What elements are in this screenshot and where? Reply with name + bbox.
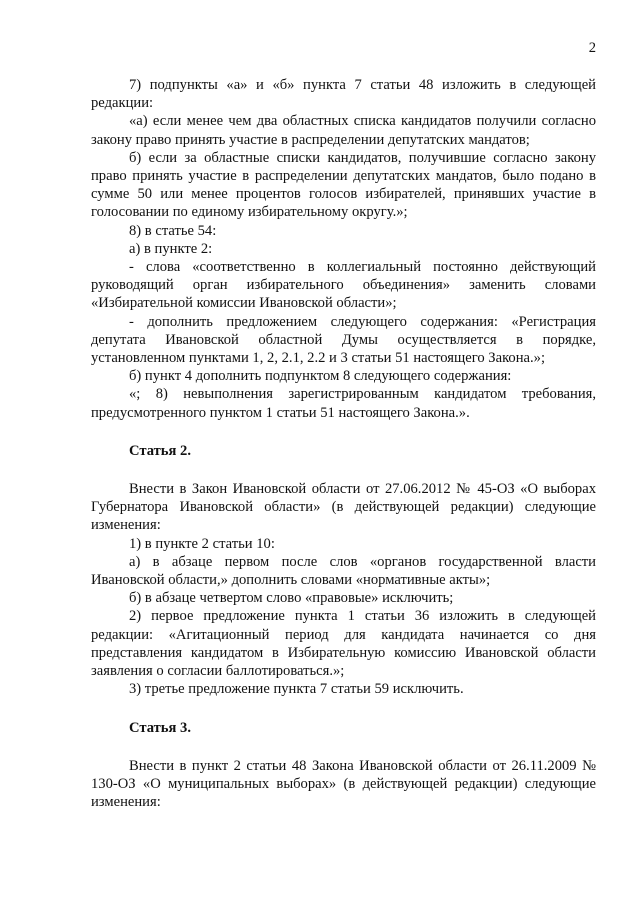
paragraph: 7) подпункты «а» и «б» пункта 7 статьи 48 изложить в следующей редакции: [91,77,596,112]
paragraph: а) в пункте 2: [129,240,213,257]
article-2-heading: Статья 2. [129,442,191,459]
page-number: 2 [588,40,596,56]
paragraph: а) в абзаце первом после слов «органов государственной власти Ивановской области,» дополнить словами «нормативные акты»; [91,553,596,589]
paragraph: 1) в пункте 2 статьи 10: [129,535,275,552]
paragraph: «а) если менее чем два областных списка кандидатов получили согласно закону право принять участие в распределении депутатских мандатов; [91,113,596,148]
paragraph: 8) в статье 54: [129,222,217,239]
paragraph: б) в абзаце четвертом слово «правовые» исключить; [129,590,454,607]
paragraph: Внести в Закон Ивановской области от 27.06.2012 № 45-ОЗ «О выборах Губернатора Ивановской области» (в действующей редакции) следующие изменения: [91,481,596,534]
paragraph: Внести в пункт 2 статьи 48 Закона Ивановской области от 26.11.2009 № 130-ОЗ «О муниципальных выборах» (в действующей редакции) следующие изменения: [91,757,596,811]
paragraph: «; 8) невыполнения зарегистрированным кандидатом требования, предусмотренного пунктом 1 статьи 51 настоящего Закона.». [91,386,596,421]
paragraph: 3) третье предложение пункта 7 статьи 59 исключить. [129,681,464,698]
paragraph: б) если за областные списки кандидатов, получившие согласно закону право принять участие в распределении депутатских мандатов, было подано в сумме 50 или менее процентов голосов избирателей, принявших участие в голосовании по единому избирательному округу.»; [91,149,596,221]
paragraph: - дополнить предложением следующего содержания: «Регистрация депутата Ивановской областной Думы осуществляется в порядке, установленном пунктами 1, 2, 2.1, 2.2 и 3 статьи 51 настоящего Закона.»; [91,313,596,367]
paragraph: - слова «соответственно в коллегиальный постоянно действующий руководящий орган избирательного объединения» заменить словами «Избирательной комиссии Ивановской области»; [91,259,596,312]
paragraph: 2) первое предложение пункта 1 статьи 36 изложить в следующей редакции: «Агитационный период для кандидата начинается со дня представления кандидатом в Избирательную комиссию Ивановской области заявления о согласии баллотироваться.»; [91,608,596,680]
document-body [91,76,596,811]
article-3-heading: Статья 3. [129,719,191,736]
paragraph: б) пункт 4 дополнить подпунктом 8 следующего содержания: [129,368,512,385]
